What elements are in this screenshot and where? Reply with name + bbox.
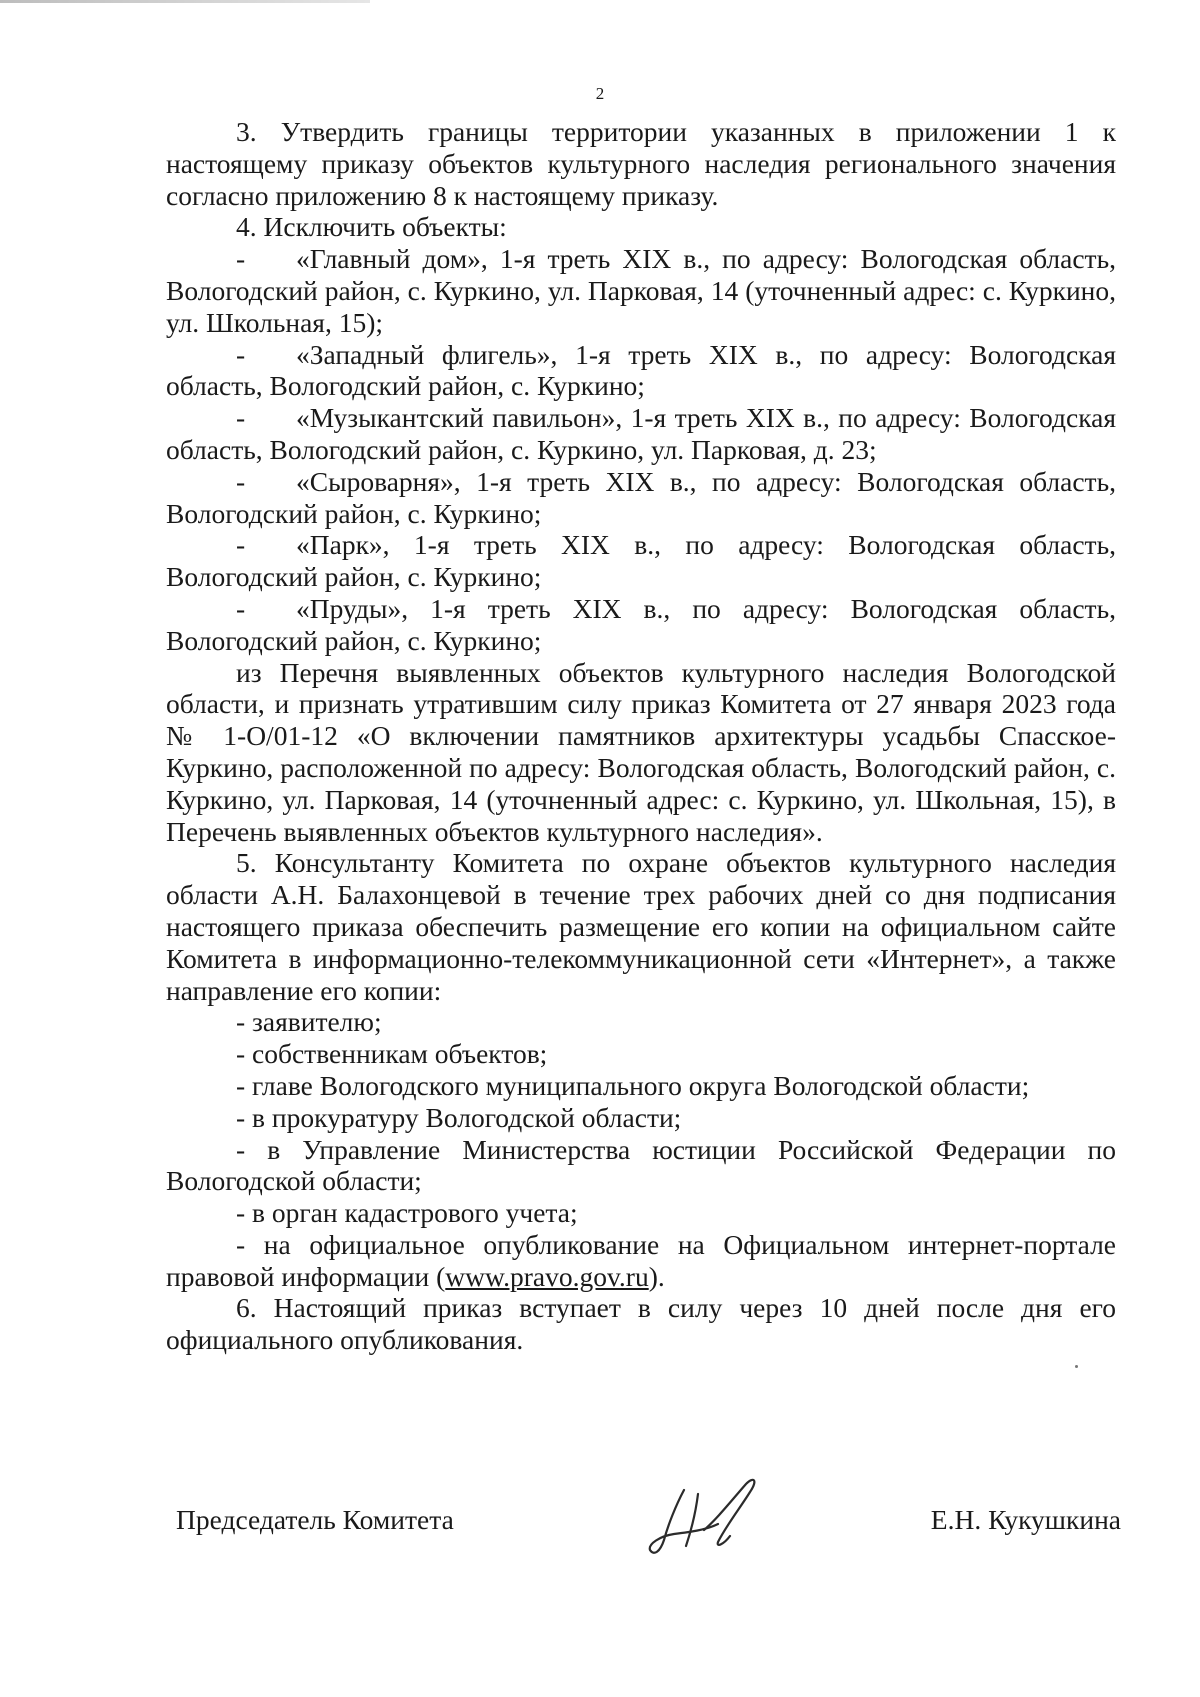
excluded-object-item xyxy=(166,529,1116,593)
list-dash: - xyxy=(236,465,246,497)
recipient-item: - собственникам объектов; xyxy=(236,1038,548,1070)
recipient-item: - в прокуратуру Вологодской области; xyxy=(236,1101,682,1133)
excluded-object-item xyxy=(166,243,1116,338)
excluded-object-item xyxy=(166,339,1116,403)
recipient-item: - заявителю; xyxy=(236,1006,382,1038)
list-dash: - xyxy=(236,402,246,434)
pravo-portal-link[interactable]: www.pravo.gov.ru xyxy=(445,1260,649,1292)
recipients-list xyxy=(166,1006,1116,1229)
signatory-title: Председатель Комитета xyxy=(176,1504,454,1535)
paragraph-4-tail: из Перечня выявленных объектов культурного наследия Вологодской области, и признать утратившим силу приказ Комитета от 27 января 2023 года № 1-О/01-12 «О включении памятников архитектуры усадьбы Спасское-Куркино, расположенной по адресу: Вологодская область, Вологодский район, с. Куркино, ул. Парковая, 14 (уточненный адрес: с. Куркино, ул. Школьная, 15), в Перечень выявленных объектов культурного наследия». xyxy=(166,656,1116,847)
excluded-object-text: «Сыроварня», 1-я треть XIX в., по адресу: Вологодская область, Вологодский район, с. Куркино; xyxy=(166,465,1116,529)
recipient-item: - в Управление Министерства юстиции Российской Федерации по Вологодской области; xyxy=(166,1133,1116,1197)
paragraph-6: 6. Настоящий приказ вступает в силу через 10 дней после дня его официального опубликования. xyxy=(166,1292,1116,1356)
excluded-object-item xyxy=(166,593,1116,657)
list-dash: - xyxy=(236,338,246,370)
excluded-object-text: «Главный дом», 1-я треть XIX в., по адресу: Вологодская область, Вологодский район, с. Куркино, ул. Парковая, 14 (уточненный адрес: с. Куркино, ул. Школьная, 15); xyxy=(166,243,1116,338)
excluded-object-item xyxy=(166,402,1116,466)
list-dash: - xyxy=(236,243,246,275)
recipient-publication-text: - на официальное опубликование на Официальном интернет-портале правовой информации ( xyxy=(166,1228,1116,1292)
list-dash: - xyxy=(236,529,246,561)
scan-speck xyxy=(1075,1365,1078,1368)
list-dash: - xyxy=(236,592,246,624)
paragraph-4: 4. Исключить объекты: xyxy=(236,211,507,243)
excluded-object-item xyxy=(166,466,1116,530)
excluded-object-text: «Пруды», 1-я треть XIX в., по адресу: Вологодская область, Вологодский район, с. Куркино; xyxy=(166,592,1116,656)
recipient-item: - главе Вологодского муниципального округа Вологодской области; xyxy=(236,1069,1030,1101)
scan-edge-artifact xyxy=(0,0,370,3)
paragraph-3: 3. Утвердить границы территории указанных в приложении 1 к настоящему приказу объектов культурного наследия регионального значения согласно приложению 8 к настоящему приказу. xyxy=(166,116,1116,211)
excluded-object-text: «Парк», 1-я треть XIX в., по адресу: Вологодская область, Вологодский район, с. Куркино; xyxy=(166,529,1116,593)
recipient-publication-end: ). xyxy=(648,1260,665,1292)
recipient-publication xyxy=(166,1229,1116,1293)
paragraph-5: 5. Консультанту Комитета по охране объектов культурного наследия области А.Н. Балахонцевой в течение трех рабочих дней со дня подписания настоящего приказа обеспечить размещение его копии на официальном сайте Комитета в информационно-телекоммуникационной сети «Интернет», а также направление его копии: xyxy=(166,847,1116,1006)
page-number: 2 xyxy=(595,84,605,103)
document-body xyxy=(166,116,1116,1356)
excluded-object-text: «Музыкантский павильон», 1-я треть XIX в., по адресу: Вологодская область, Вологодский район, с. Куркино, ул. Парковая, д. 23; xyxy=(166,402,1116,465)
recipient-item: - в орган кадастрового учета; xyxy=(236,1197,578,1229)
signatory-name: Е.Н. Кукушкина xyxy=(930,1504,1121,1535)
excluded-object-text: «Западный флигель», 1-я треть XIX в., по адресу: Вологодская область, Вологодский район, с. Куркино; xyxy=(166,338,1116,402)
objects-list xyxy=(166,243,1116,656)
handwritten-signature xyxy=(646,1470,776,1560)
